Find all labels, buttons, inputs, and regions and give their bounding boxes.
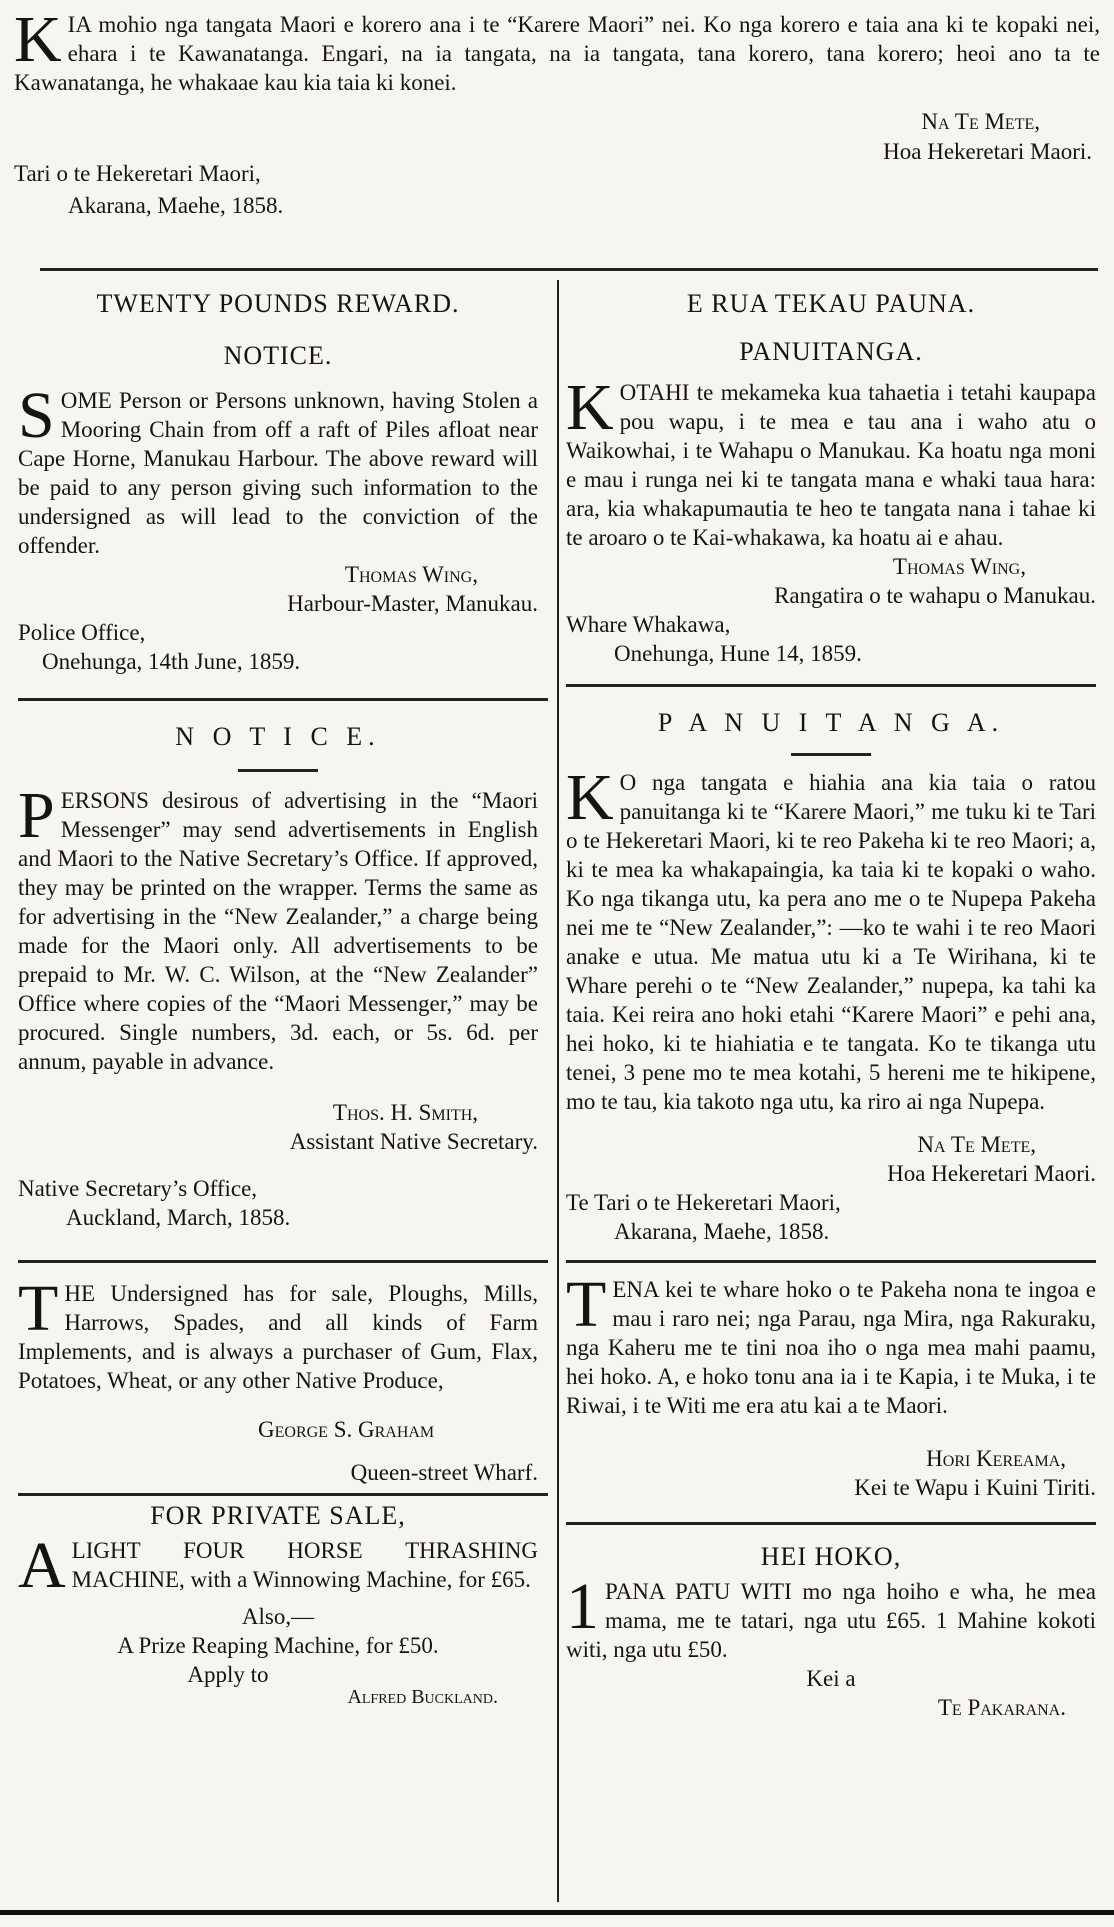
signature-title: Hoa Hekeretari Maori.: [883, 139, 1092, 164]
signer-name: Thomas Wing,: [892, 554, 1026, 579]
notice-text: OTAHI te mekameka kua tahaetia i tetahi kaupapa pou wapu, i te mea e tau ana i waho atu o Waikowhai, i te Wahapu o Manukau. Ka hoatu nga moni e mau i runga nei ki te tangata mana e whaki taua hara: ara, kia whakapumautia te heo te tangata nana i tahae ki te aroaro o te Kai-whakawa, ka hoatu ai e ahau.: [566, 380, 1096, 550]
signer-title: Rangatira o te wahapu o Manukau.: [774, 583, 1096, 608]
top-notice: [14, 3, 1100, 220]
divider: [18, 1260, 548, 1263]
advertising-notice: [18, 721, 538, 1232]
divider: [18, 698, 548, 701]
signature: Na Te Mete,: [921, 109, 1040, 134]
signer-name: Thos. H. Smith,: [332, 1100, 478, 1125]
advert-place: Queen-street Wharf.: [350, 1460, 538, 1485]
for-sale-advert-maori: [566, 1541, 1096, 1722]
signer-name: Te Pakarana.: [937, 1695, 1066, 1720]
divider: [18, 1493, 548, 1496]
dropcap: P: [18, 779, 55, 852]
notice-text: O nga tangata e hiahia ana kia taia o ratou panuitanga ki te “Karere Maori,” me tuku ki te Tari o te Hekeretari Maori, ki te reo Pakeha ki te reo Maori; a, ki te mea ka whakapaingia, ka taia ki te kopaki o waho. Ko nga tikanga utu, ka pera ano me o te Nupepa Pakeha nei me te “New Zealander,”: —ko te wahi i te reo Maori anake e utua. Me matua utu ki a Te Wirihana, ki te Whare perehi o te “New Zealander,” nupepa, ka tahi ka taia. Kei reira ano hoki etahi “Karere Maori” e pehi ana, hei hoko, ki te hiahiatia e te tangata. Ko te tikanga utu tenei, 3 pene mo te mea kotahi, 5 hereni me te hikipene, mo te tau, kia takoto nga utu, ka riro ai nga Nupepa.: [566, 770, 1096, 1114]
apply-line: Apply to: [187, 1662, 269, 1687]
advert-body: [566, 1268, 1096, 1420]
column-divider: [557, 280, 559, 1902]
notice-body: [566, 371, 1096, 552]
advert-text: LIGHT FOUR HORSE THRASHING MACHINE, with a Winnowing Machine, for £65.: [71, 1538, 538, 1592]
divider: [566, 684, 1096, 687]
reward-notice: [18, 288, 538, 676]
notice-title: P A N U I T A N G A.: [657, 708, 1005, 737]
right-column: [566, 288, 1096, 1722]
notice-body: [566, 761, 1096, 1116]
notice-body: [18, 779, 538, 1076]
advert-text: PANA PATU WITI mo nga hoiho e wha, he mea mama, me te tatari, nga utu £65. 1 Mahine kokoti witi, nga utu £50.: [566, 1579, 1096, 1662]
advert-text: ENA kei te whare hoko o te Pakeha nona te ingoa e mau i raro nei; nga Parau, nga Mira, nga Rakuraku, nga Kaheru me te tini noa iho o nga mea mahi paamu, hei hoko. A, e hoko tonu ana ia i te Kapia, i te Muka, i te Riwai, i te Witi me era atu kai a te Maori.: [566, 1277, 1096, 1418]
signer-name: Thomas Wing,: [344, 562, 478, 587]
signer-name: Hori Kereama,: [926, 1446, 1066, 1471]
also-line: Also,—: [241, 1604, 315, 1629]
graham-advert: [18, 1272, 538, 1487]
notice-text: ERSONS desirous of advertising in the “Maori Messenger” may send advertisements in English and Maori to the Native Secretary’s Office. If approved, they may be printed on the wrapper. Terms the same as for advertising in the “New Zealander,” a charge being made for the Maori only. All advertisements to be prepaid to Mr. W. C. Wilson, at the “New Zealander” Office where copies of the “Maori Messenger,” may be procured. Single numbers, 3d. each, or 5s. 6d. per annum, payable in advance.: [18, 788, 538, 1074]
place-line: Police Office,: [18, 620, 146, 645]
place-date: Onehunga, 14th June, 1859.: [42, 649, 301, 674]
advert-line: A Prize Reaping Machine, for £50.: [117, 1633, 439, 1658]
signer-name: Alfred Buckland.: [347, 1686, 498, 1708]
signer-title: Harbour-Master, Manukau.: [287, 591, 538, 616]
dropcap: S: [18, 379, 55, 452]
notice-title: E RUA TEKAU PAUNA.: [686, 289, 976, 318]
divider: [566, 1260, 1096, 1263]
dropcap: K: [566, 371, 614, 444]
notice-text: OME Person or Persons unknown, having Stolen a Mooring Chain from off a raft of Piles afloat near Cape Horne, Manukau Harbour. The above reward will be paid to any person giving such information to the undersigned as will lead to the conviction of the offender.: [18, 388, 538, 558]
reward-notice-maori: [566, 288, 1096, 668]
bottom-rule: [0, 1910, 1114, 1915]
kei-line: Kei a: [806, 1666, 856, 1691]
dropcap: A: [18, 1529, 66, 1602]
advert-body: [18, 1529, 538, 1602]
advertising-notice-maori: [566, 707, 1096, 1246]
notice-body: [18, 379, 538, 560]
divider: [566, 1522, 1096, 1525]
top-notice-text: IA mohio nga tangata Maori e korero ana i te “Karere Maori” nei. Ko nga korero e taia ana ki te kopaki nei, ehara i te Kawanatanga. Engari, na ia tangata, na ia tangata, tana korero, tana korero; heoi ano ta te Kawanatanga, he whakaae kau kia taia ki konei.: [14, 12, 1100, 95]
signer-name: Na Te Mete,: [917, 1132, 1036, 1157]
advert-text: HE Undersigned has for sale, Ploughs, Mills, Harrows, Spades, and all kinds of Farm Implements, and is always a purchaser of Gum, Flax, Potatoes, Wheat, or any other Native Produce,: [18, 1281, 538, 1393]
dropcap: 1: [566, 1570, 599, 1643]
signer-title: Hoa Hekeretari Maori.: [887, 1161, 1096, 1186]
divider: [40, 268, 1098, 271]
place-date: Akarana, Maehe, 1858.: [614, 1219, 830, 1244]
notice-subtitle: NOTICE.: [223, 341, 333, 370]
notice-title: TWENTY POUNDS REWARD.: [96, 289, 460, 318]
dropcap: K: [14, 3, 62, 76]
advert-title: HEI HOKO,: [760, 1542, 902, 1571]
advert-title: FOR PRIVATE SALE,: [150, 1501, 406, 1530]
place-line: Whare Whakawa,: [566, 612, 731, 637]
place-line: Te Tari o te Hekeretari Maori,: [566, 1190, 841, 1215]
advert-place: Kei te Wapu i Kuini Tiriti.: [854, 1475, 1096, 1500]
dropcap: K: [566, 761, 614, 834]
place-line: Native Secretary’s Office,: [18, 1176, 258, 1201]
advert-body: [566, 1570, 1096, 1664]
signer-name: George S. Graham: [258, 1417, 435, 1442]
signer-title: Assistant Native Secretary.: [289, 1129, 538, 1154]
left-column: [18, 288, 538, 1712]
place-date: Auckland, March, 1858.: [66, 1205, 291, 1230]
place-date: Akarana, Maehe, 1858.: [68, 193, 284, 218]
top-notice-paragraph: [14, 3, 1100, 97]
short-rule: [238, 769, 318, 772]
private-sale-advert: [18, 1500, 538, 1712]
graham-advert-maori: [566, 1268, 1096, 1502]
dropcap: T: [566, 1268, 607, 1341]
advert-body: [18, 1272, 538, 1395]
place-line: Tari o te Hekeretari Maori,: [14, 161, 261, 186]
notice-subtitle: PANUITANGA.: [739, 337, 923, 366]
place-date: Onehunga, Hune 14, 1859.: [614, 641, 862, 666]
notice-title: N O T I C E.: [175, 722, 381, 751]
short-rule: [791, 753, 871, 756]
dropcap: T: [18, 1272, 59, 1345]
